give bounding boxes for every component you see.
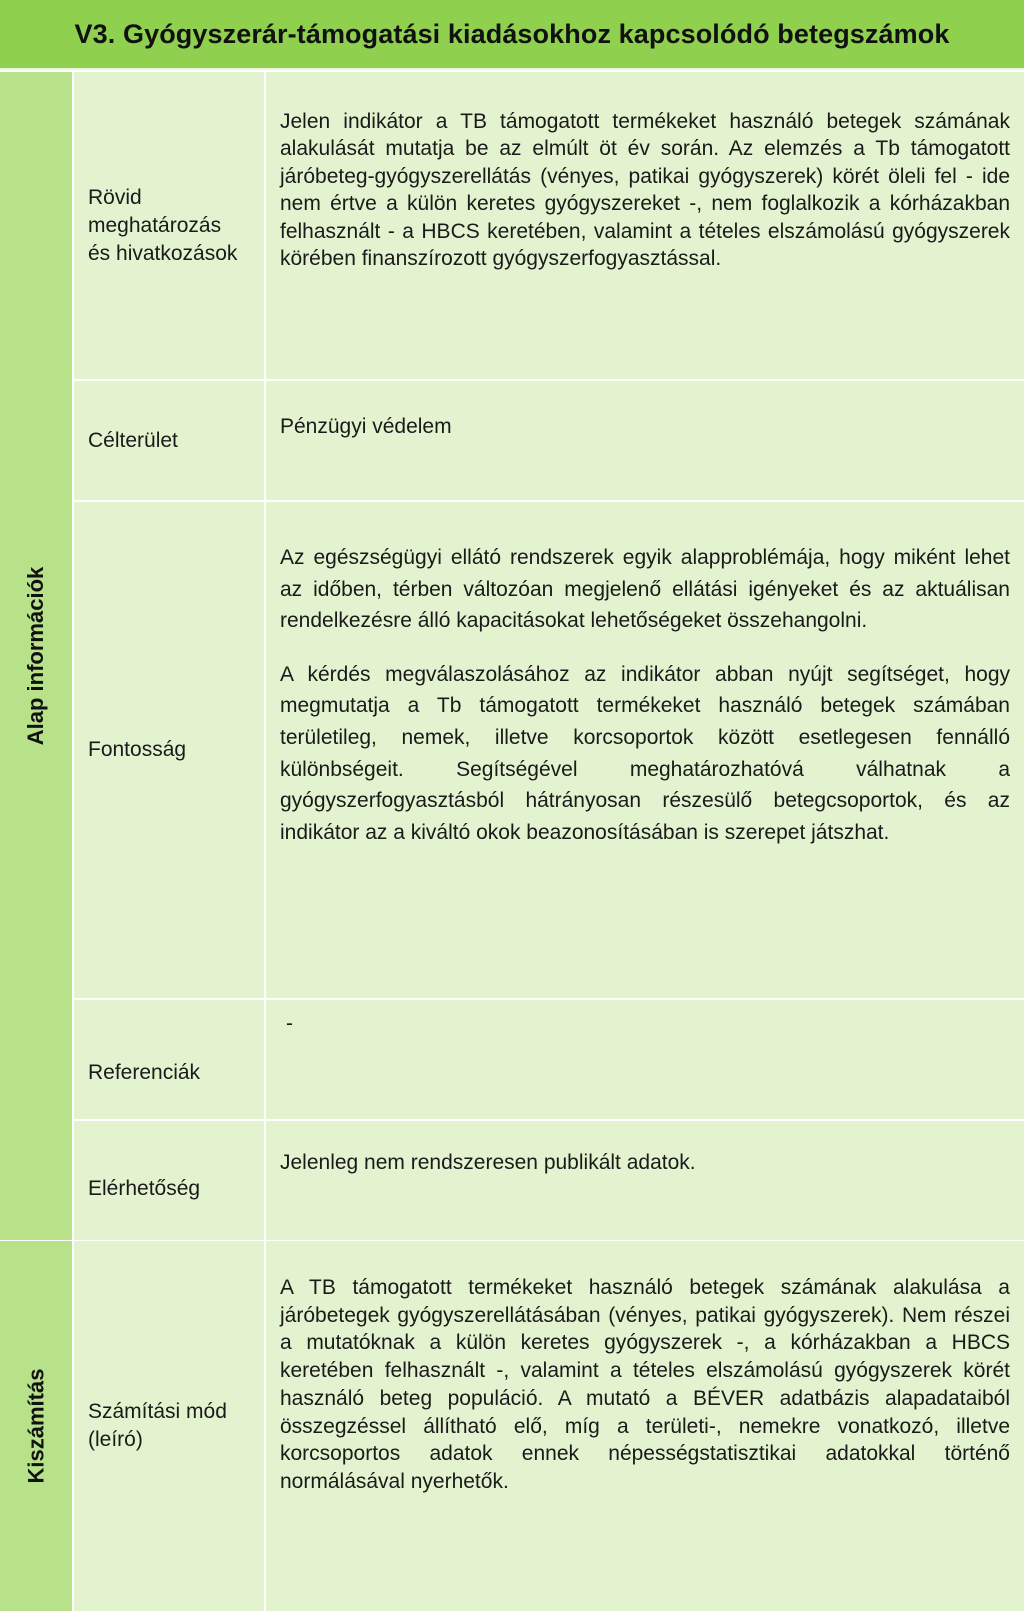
row-label-referenciak (74, 1000, 264, 1119)
section-kiszamitas (0, 1241, 72, 1611)
page-title: V3. Gyógyszerár-támogatási kiadásokhoz kapcsolódó betegszámok (74, 18, 950, 49)
title-bar (0, 0, 1024, 70)
row-content-rovid-meghatarozas (266, 72, 1024, 379)
content-paragraph: Az egészségügyi ellátó rendszerek egyik alapproblémája, hogy miként lehet az időben, térben változóan megjelenő ellátási igényeket és az aktuálisan rendelkezésre álló kapacitásokat lehetőségeket összehangolni. (280, 546, 1010, 633)
row-content-celterulet (266, 381, 1024, 500)
content-paragraph: A TB támogatott termékeket használó betegek számának alakulása a járóbetegek gyógyszerellátásában (vényes, patikai gyógyszerek). Nem részei a mutatóknak a külön keretes gyógyszerek -, a kórházakban a HBCS keretében felhasznált -, valamint a tételes elszámolású gyógyszerek körét használó beteg populáció. A mutató a BÉVER adatbázis alapadataiból összegzéssel állítható elő, míg a területi-, nemekre vonatkozó, illetve korcsoportos adatok ennek népességstatisztikai adatokkal történő normálásával nyerhetők. (280, 1276, 1010, 1493)
section-label-kiszamitas: Kiszámítás (23, 1368, 49, 1484)
content-paragraph: - (286, 1012, 293, 1035)
section-alap-informaciok (0, 72, 72, 1240)
section-label-alap: Alap információk (23, 566, 49, 746)
row-content-referenciak (266, 1000, 1024, 1119)
row-label-text: Elérhetőség (88, 1176, 201, 1200)
row-content-szamitasi-mod (266, 1241, 1024, 1611)
row-label-text: Fontosság (88, 738, 187, 761)
row-label-text: Rövid meghatározás és hivatkozások (88, 185, 238, 265)
content-paragraph: Jelen indikátor a TB támogatott termékeket használó betegek számának alakulását mutatja be az elmúlt öt év során. Az elemzés a Tb támogatott járóbeteg-gyógyszerellátás (vényes, patikai gyógyszerek) körét öleli fel - ide nem értve a külön keretes gyógyszereket -, nem foglalkozik a kórházakban felhasznált - a HBCS keretében, valamint a tételes elszámolású gyógyszerek körében finanszírozott gyógyszerfogyasztással. (280, 110, 1010, 271)
row-label-text: Referenciák (88, 1060, 201, 1084)
row-label-elerhetoseg (74, 1121, 264, 1240)
content-paragraph: Pénzügyi védelem (280, 415, 452, 438)
row-label-fontossag (74, 502, 264, 998)
row-label-szamitasi-mod (74, 1241, 264, 1611)
row-content-elerhetoseg (266, 1121, 1024, 1240)
row-label-text: Számítási mód (leíró) (88, 1400, 227, 1451)
row-content-fontossag (266, 502, 1024, 998)
content-paragraph: A kérdés megválaszolásához az indikátor abban nyújt segítséget, hogy megmutatja a Tb támogatott termékeket használó betegek számában területileg, nemek, illetve korcsoportok között esetlegesen fennálló különbségeit. Segítségével meghatározhatóvá válhatnak a gyógyszerfogyasztásból hátrányosan részesülő betegcsoportok, és az indikátor az a kiváltó okok beazonosításában is szerepet játszhat. (280, 662, 1010, 844)
row-label-rovid-meghatarozas (74, 72, 264, 379)
row-label-text: Célterület (88, 428, 178, 452)
content-paragraph: Jelenleg nem rendszeresen publikált adatok. (280, 1151, 696, 1174)
row-label-celterulet (74, 381, 264, 500)
